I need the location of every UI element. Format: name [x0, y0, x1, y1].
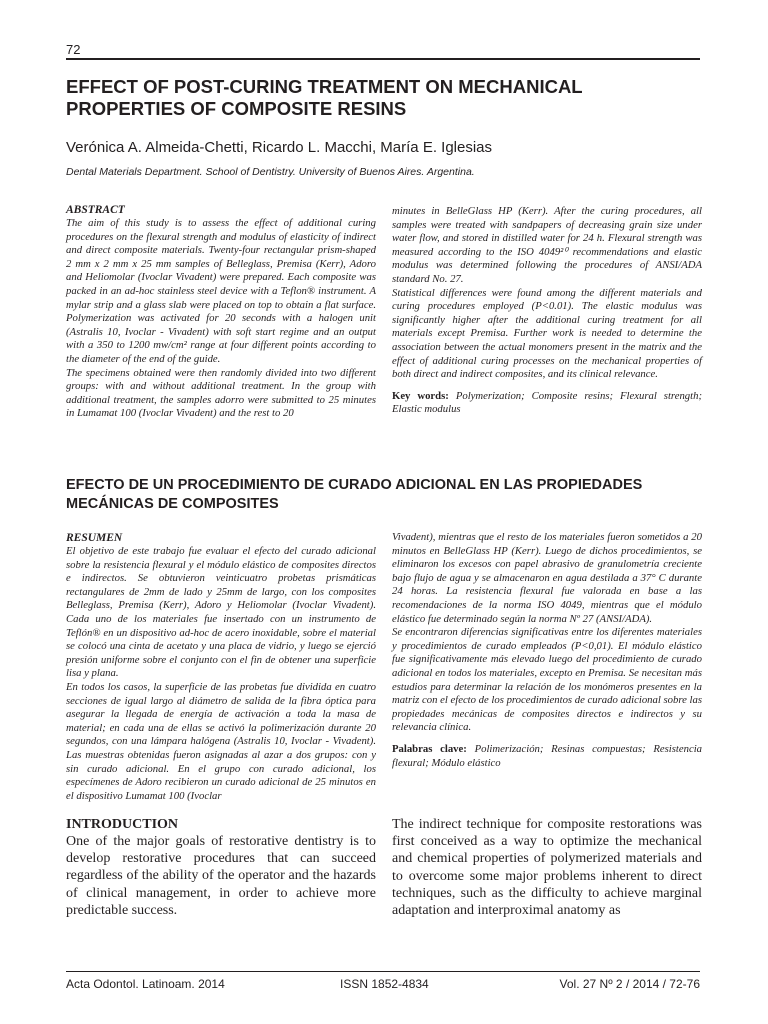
palabras-clave-text: Polimerización; Resinas compuestas; Resistencia flexural; Módulo elástico — [392, 742, 703, 769]
footer-rule — [66, 971, 700, 972]
keywords-label: Key words: — [392, 389, 449, 402]
introduction-column-left — [66, 816, 376, 919]
authors: Verónica A. Almeida-Chetti, Ricardo L. Macchi, María E. Iglesias — [66, 139, 493, 156]
introduction-heading: INTRODUCTION — [66, 817, 179, 832]
footer-journal: Acta Odontol. Latinoam. 2014 — [66, 977, 225, 991]
resumen-paragraph: Se encontraron diferencias significativas entre los diferentes materiales y procedimientos de curado empleados (P<0,01). El módulo elástico fue significativamente más elevado luego del procedimiento de curado adicional en todos los materiales, excepto en Premisa. Se necesitan más estudios para determinar la relación de los monómeros presentes en la matriz con el efecto de los procedimientos de curado adicional sobre las propiedades mecánicas de composites directos e indirectos y su relevancia clínica. — [392, 626, 702, 734]
introduction-paragraph: One of the major goals of restorative dentistry is to develop restorative procedures that can succeed regardless of the ability of the operator and the hazards of clinical management, in order to achieve more predictable success. — [66, 834, 376, 918]
palabras-clave — [392, 743, 702, 770]
footer-issn: ISSN 1852-4834 — [340, 977, 429, 991]
abstract-column-right — [392, 205, 702, 417]
resumen-paragraph: Vivadent), mientras que el resto de los materiales fueron sometidos a 20 minutos en BelleGlass HP (Kerr). Luego de dichos procedimientos, se eliminaron los excesos con papel abrasivo de granulometría creciente bajo flujo de agua y se almacenaron en agua destilada a 37° C durante 24 horas. La resistencia flexural fue valorada en base a las recomendaciones de la norma ISO 4049, mientras que el módulo elástico fue determinado según la norma Nº 27 (ANSI/ADA). — [392, 531, 702, 625]
introduction-column-right — [392, 816, 702, 919]
abstract-heading: ABSTRACT — [66, 204, 125, 216]
spanish-title: EFECTO DE UN PROCEDIMIENTO DE CURADO ADICIONAL EN LAS PROPIEDADES MECÁNICAS DE COMPOSITES — [66, 477, 643, 512]
keywords — [392, 390, 702, 417]
affiliation: Dental Materials Department. School of Dentistry. University of Buenos Aires. Argentina. — [66, 166, 475, 178]
resumen-heading: RESUMEN — [66, 532, 123, 544]
introduction-paragraph: The indirect technique for composite restorations was first conceived as a way to optimize the mechanical and chemical properties of polymerized materials and to overcome some major problems inherent to direct techniques, such as the difficulty to achieve marginal adaptation and interproximal anatomy as — [392, 817, 702, 919]
abstract-column-left — [66, 203, 376, 421]
footer-volume: Vol. 27 Nº 2 / 2014 / 72-76 — [559, 977, 700, 991]
resumen-paragraph: El objetivo de este trabajo fue evaluar el efecto del curado adicional sobre la resistencia flexural y el módulo elástico de composites directos e indirectos. Se obtuvieron veinticuatro probetas prismáticas rectangulares de 2mm de lado y 25mm de largo, con los composites Belleglass, Premisa (Kerr), Adoro y Heliomolar (Ivoclar Vivadent). Cada uno de los materiales fue insertado con un instrumento de Teflón® en un dispositivo ad-hoc de acero inoxidable, sobre el material se colocó una cinta de acetato y una placa de vidrio, y luego se ejerció presión uniforme sobre el conjunto con el fin de obtener una superficie lisa y plana. — [66, 545, 376, 680]
abstract-paragraph: minutes in BelleGlass HP (Kerr). After the curing procedures, all samples were treated with sandpapers of decreasing grain size under water flow, and stored in distilled water for 24 h. Flexural strength was measured according to the ISO 4049²⁰ recommendations and elastic modulus was determined following the procedures of ANSI/ADA standard No. 27. — [392, 205, 702, 285]
resumen-paragraph: En todos los casos, la superficie de las probetas fue dividida en cuatro secciones de igual largo al diámetro de salida de la fibra óptica para asegurar la llegada de energía de activación a toda la masa de material; en cada una de ellas se activó la polimerización durante 20 segundos, con una lámpara halógena (Astralis 10, Ivoclar - Vivadent). Las muestras obtenidas fueron asignadas al azar a dos grupos: con y sin curado adicional. En el grupo con curado adicional, los especímenes de Adoro recibieron un curado adicional de 25 minutos en el dispositivo Lumamat 100 (Ivoclar — [66, 680, 376, 802]
resumen-column-left — [66, 531, 376, 803]
abstract-paragraph: Statistical differences were found among the different materials and curing procedures employed (P<0.01). The elastic modulus was significantly higher after the additional curing treatment for all materials except Premisa. Further work is needed to determine the association between the actual monomers present in the matrix and the effect of additional curing processes on the mechanical properties of both direct and indirect composites, and its clinical relevance. — [392, 286, 702, 381]
keywords-text: Polymerization; Composite resins; Flexural strength; Elastic modulus — [392, 389, 702, 416]
palabras-clave-label: Palabras clave: — [392, 742, 467, 755]
page-number: 72 — [66, 42, 81, 57]
abstract-paragraph: The specimens obtained were then randomly divided into two different groups: with and without additional treatment. In the group with additional treatment, the samples adorro were submitted to 25 minutes in Lumamat 100 (Ivoclar Vivadent) and the rest to 20 — [66, 366, 376, 420]
article-title: EFFECT OF POST-CURING TREATMENT ON MECHANICAL PROPERTIES OF COMPOSITE RESINS — [66, 76, 583, 119]
abstract-paragraph: The aim of this study is to assess the effect of additional curing procedures on the flexural strength and modulus of elasticity of indirect and direct composite materials. Twenty-four rectangular prism-shaped 2 mm x 2 mm x 25 mm samples of Belleglass, Premisa (Kerr), Adoro and Heliomolar (Ivoclar Vivadent) were prepared. Each composite was packed in an ad-hoc stainless steel device with a Teflon® instrument. A mylar strip and a glass slab were placed on top to obtain a flat surface. Polymerization was activated for 20 seconds with a halogen unit (Astralis 10, Ivoclar - Vivadent) with soft start regime and an output with a 350 to 1200 mw/cm² range at four different points according to the diameter of the end of the guide. — [66, 217, 376, 365]
resumen-column-right — [392, 531, 702, 770]
header-rule — [66, 58, 700, 60]
